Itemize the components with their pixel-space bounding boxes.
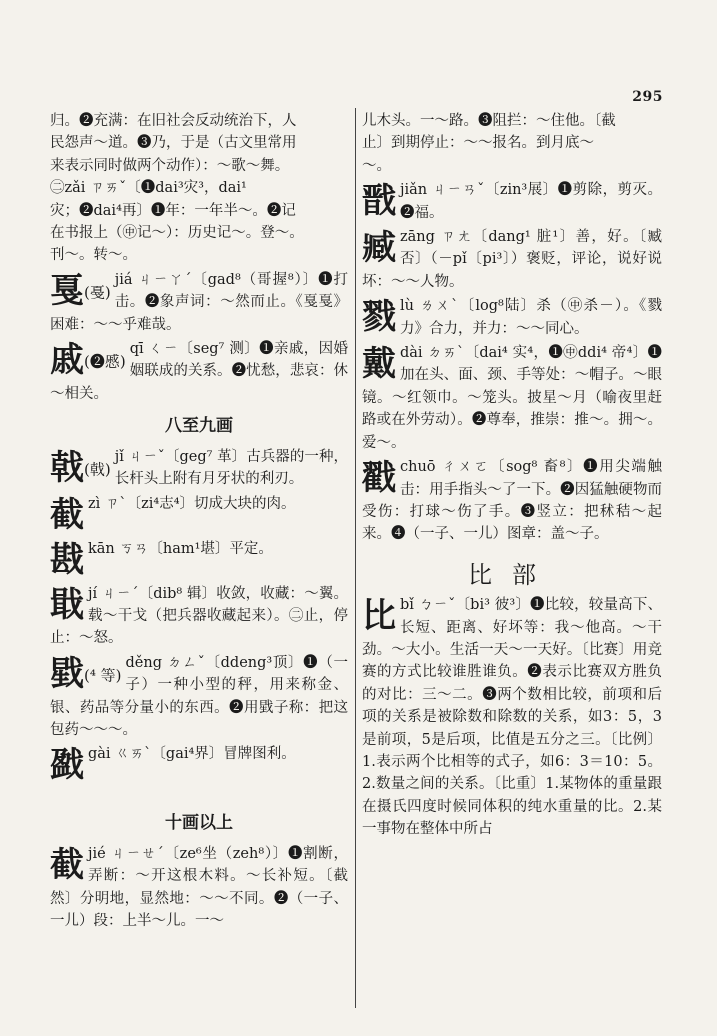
entry-headword: 戢: [50, 584, 84, 625]
text-line: ㊁zǎi ㄗㄞˇ〔❶dai³灾³，dai¹: [50, 180, 247, 197]
entry-headword: 截: [50, 844, 84, 885]
entry-definition: qī ㄑㄧ〔seg⁷ 测〕❶亲戚，因婚姻联成的关系。❷忧愁，悲哀：休～相关。: [50, 341, 348, 402]
entry-definition: bǐ ㄅㄧˇ〔bi³ 彼³〕❶比较，较量高下、长短、距离、好坏等：我～他高。～干劲。～大小。生活一天～一天好。〔比赛〕用竞赛的方式比较谁胜谁负。❷表示比赛双方胜负的对比：三～二。❸两个数相比较，前项和后项的关系是被除数和除数的关系，如3：5，3是前项，5是后项，比值是五分之三。〔比例〕1.表示两个比相等的式子，如6：3＝10：5。2.数量之间的关系。〔比重〕1.某物体的重量跟在摄氏四度时候同体积的纯水重量的比。2.某一事物在整体中所占: [362, 597, 662, 838]
entry-headword: 戥(⁴ 等): [50, 653, 122, 694]
dictionary-entry: [362, 179, 662, 224]
dictionary-entry: [50, 538, 348, 581]
dictionary-entry: [50, 583, 348, 650]
entry-headword: 臧: [362, 228, 396, 269]
entry-definition: chuō ㄔㄨㄛ〔sog⁸ 畜⁸〕❶用尖端触击：用手指头～了一下。❷因猛触硬物而受伤：打球～伤了手。❸竖立：把秫秸～起来。❹（一子、一儿）图章：盖～子。: [362, 459, 662, 543]
entry-headword: 比: [362, 596, 396, 637]
entry-definition: jiǎn ㄐㄧㄢˇ〔zin³展〕❶剪除，剪灭。❷福。: [400, 182, 662, 221]
page-number: 295: [632, 89, 663, 105]
dictionary-entry: [50, 269, 348, 336]
entry-headword: 戤: [50, 745, 84, 786]
text-line: ～。: [362, 157, 391, 174]
text-line: 止〕到期停止：～～报名。到月底～: [362, 135, 594, 152]
dictionary-entry: [362, 226, 662, 293]
dictionary-entry: [362, 594, 662, 840]
dictionary-entry: [362, 295, 662, 340]
text-line: 灾；❷dai⁴再〕❶年：一年半～。❷记: [50, 202, 296, 219]
section-heading: 十画以上: [165, 813, 233, 834]
dictionary-entry: [50, 652, 348, 742]
left-column: [50, 110, 348, 932]
text-line: 刊～。转～。: [50, 247, 137, 264]
entry-definition: jí ㄐㄧˊ〔dib⁸ 辑〕收敛，收藏：～翼。载～干戈（把兵器收藏起来）。㊁止，停止：～怒。: [50, 585, 348, 647]
section-heading: 八至九画: [165, 416, 233, 437]
entry-headword: 戮: [362, 297, 396, 338]
right-column: [362, 110, 662, 841]
dictionary-entry: [50, 493, 348, 536]
entry-definition: jiá ㄐㄧㄚˊ〔gad⁸（哥握⁸）〕❶打击。❷象声词：～然而止。《戛戛》困难：～～乎难哉。: [50, 271, 348, 333]
entry-definition: lù ㄌㄨˋ〔log⁸陆〕杀（㊥杀－）。《戮力》合力，并力：～～同心。: [400, 298, 662, 337]
entry-headword: 戬: [362, 181, 396, 222]
dictionary-entry: [362, 456, 662, 546]
dictionary-entry: [50, 843, 348, 933]
text-line: 民怨声～道。❸乃，于是（古文里常用: [50, 135, 297, 152]
column-divider: [355, 108, 356, 1008]
entry-definition: zì ㄗˋ〔zi⁴志⁴〕切成大块的肉。: [88, 495, 296, 512]
entry-headword: 戛(戞): [50, 270, 111, 311]
entry-definition: gài ㄍㄞˋ〔gai⁴界〕冒牌图利。: [88, 746, 296, 763]
entry-definition: dài ㄉㄞˋ〔dai⁴ 实⁴，❶㊥ddi⁴ 帝⁴〕❶加在头、面、颈、手等处：～帽子。～眼镜。～红领巾。～笼头。披星～月（喻夜里赶路或在外劳动）。❷尊奉，推崇：推～。拥～。爱～。: [362, 345, 662, 451]
entry-headword: 戴: [362, 344, 396, 385]
dictionary-entry: [50, 446, 348, 491]
text-line: 归。❷充满：在旧社会反动统治下，人: [50, 113, 297, 129]
entry-definition: zāng ㄗㄤ〔dang¹ 脏¹〕善，好。〔臧否〕（－pǐ〔pi³〕）褒贬，评论，说好说坏：～～人物。: [362, 229, 662, 290]
dictionary-entry: [50, 338, 348, 405]
entry-definition: jǐ ㄐㄧˇ〔geg⁷ 革〕古兵器的一种，长杆头上附有月牙状的利刃。: [114, 448, 348, 488]
entry-definition: jié ㄐㄧㄝˊ〔ze⁶坐（zeh⁸）〕❶割断，弄断：～开这根木料。～长补短。〔截然〕分明地，显然地：～～不同。❷（一子、一儿）段：上半～儿。一～: [50, 845, 348, 929]
dictionary-entry: [362, 342, 662, 454]
entry-headword: 截: [50, 494, 84, 535]
entry-definition: kān ㄎㄢ〔ham¹堪〕平定。: [88, 540, 273, 557]
text-line: 在书报上（㊥记～）：历史记～。登～。: [50, 225, 304, 242]
text-line: 来表示同时做两个动作）：～歌～舞。: [50, 157, 290, 174]
entry-definition: děng ㄉㄥˇ〔ddeng³顶〕❶（一子）一种小型的秤，用来称金、银、药品等分量小的东西。❷用戥子称：把这包药～～～。: [50, 654, 348, 738]
entry-headword: 戡: [50, 539, 84, 580]
entry-headword: 戳: [362, 458, 396, 499]
entry-headword: 戟(戟): [50, 447, 111, 488]
text-line: 儿木头。一～路。❸阻拦：～住他。〔截: [362, 113, 616, 129]
entry-headword: 戚(❷慼): [50, 340, 126, 381]
dictionary-entry: [50, 743, 348, 786]
radical-section-title: 比部: [468, 560, 556, 589]
